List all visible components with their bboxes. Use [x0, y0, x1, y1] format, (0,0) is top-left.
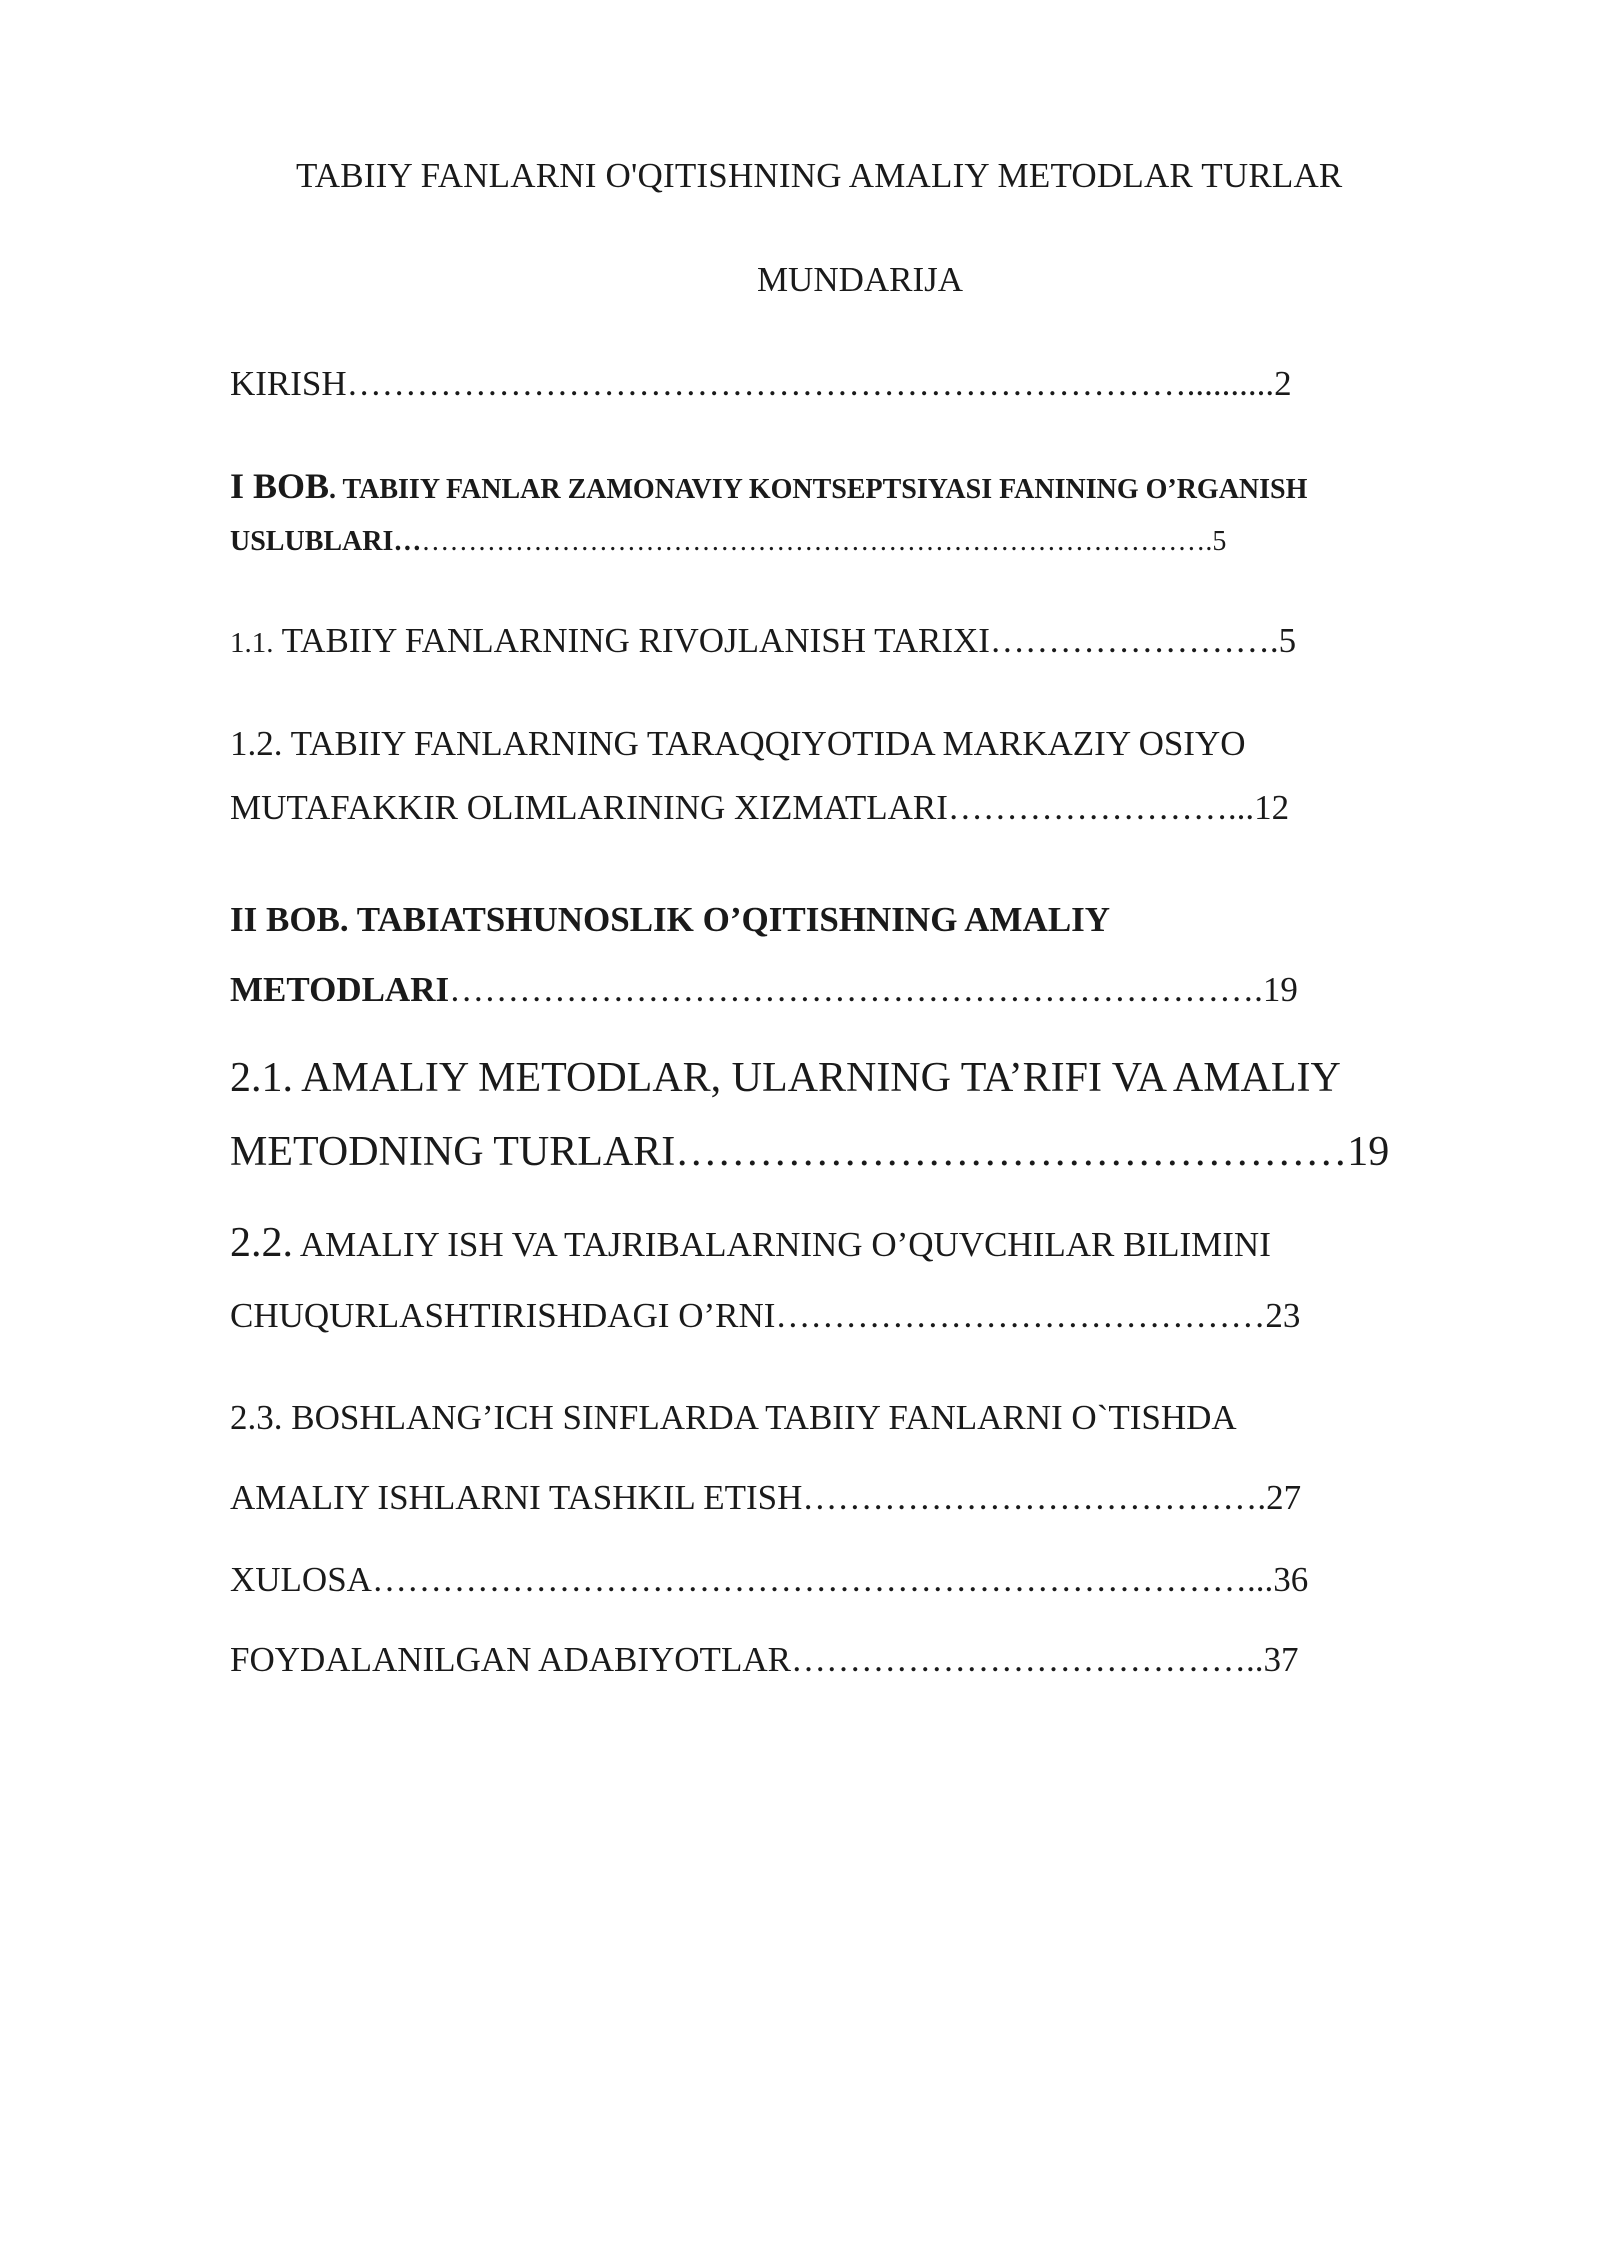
- section-1-1-number: 1.1.: [230, 627, 274, 659]
- toc-heading: MUNDARIJA: [756, 260, 964, 299]
- section-2-2-title: AMALIY ISH VA TAJRIBALARNING O’QUVCHILAR BILIMINI: [293, 1225, 1271, 1264]
- toc-entry-2-1-line1: 2.1. AMALIY METODLAR, ULARNING TA’RIFI VA AMALIY: [230, 1055, 1341, 1101]
- toc-entry-bob2-line2: [230, 972, 1298, 1007]
- toc-entry-kirish: KIRISH………………………………………………………………..........2: [230, 364, 1292, 403]
- toc-entry-bob1-line1: [230, 468, 1307, 504]
- toc-entry-xulosa: XULOSA…………………………………………………………………...36: [230, 1560, 1309, 1599]
- bob1-prefix: I BOB: [230, 466, 330, 506]
- bob1-leader: ………………………………………………………………………….5: [421, 526, 1227, 557]
- document-title: TABIIY FANLARNI O'QITISHNING AMALIY METODLAR TURLAR: [296, 156, 1343, 195]
- toc-entry-1-2-line2: MUTAFAKKIR OLIMLARINING XIZMATLARI……………………...12: [230, 788, 1290, 827]
- toc-entry-adabiyotlar: FOYDALANILGAN ADABIYOTLAR…………………………………..37: [230, 1640, 1299, 1679]
- toc-entry-2-2-line2: CHUQURLASHTIRISHDAGI O’RNI……………………………………23: [230, 1296, 1301, 1335]
- bob1-title-part2: USLUBLARI…: [230, 526, 422, 557]
- toc-entry-1-2-line1: 1.2. TABIIY FANLARNING TARAQQIYOTIDA MARKAZIY OSIYO: [230, 724, 1246, 763]
- toc-entry-2-2-line1: [230, 1222, 1271, 1264]
- toc-entry-2-3-line2: AMALIY ISHLARNI TASHKIL ETISH………………………………….27: [230, 1478, 1302, 1517]
- toc-entry-bob1-line2: [230, 528, 1226, 556]
- bob1-title-part1: . TABIIY FANLAR ZAMONAVIY KONTSEPTSIYASI FANINING O’RGANISH: [329, 474, 1308, 505]
- bob2-leader: …………………………………………………………….19: [449, 970, 1298, 1009]
- toc-entry-2-1-line2: METODNING TURLARI…………………………………………19: [230, 1129, 1390, 1175]
- toc-entry-1-1: [230, 623, 1296, 658]
- section-1-1-title: TABIIY FANLARNING RIVOJLANISH TARIXI…………………….5: [273, 621, 1297, 660]
- toc-entry-2-3-line1: 2.3. BOSHLANG’ICH SINFLARDA TABIIY FANLARNI O`TISHDA: [230, 1398, 1237, 1437]
- bob2-title-part2: METODLARI: [230, 970, 450, 1009]
- toc-entry-bob2-line1: II BOB. TABIATSHUNOSLIK O’QITISHNING AMALIY: [230, 900, 1111, 939]
- section-2-2-number: 2.2.: [230, 1220, 293, 1266]
